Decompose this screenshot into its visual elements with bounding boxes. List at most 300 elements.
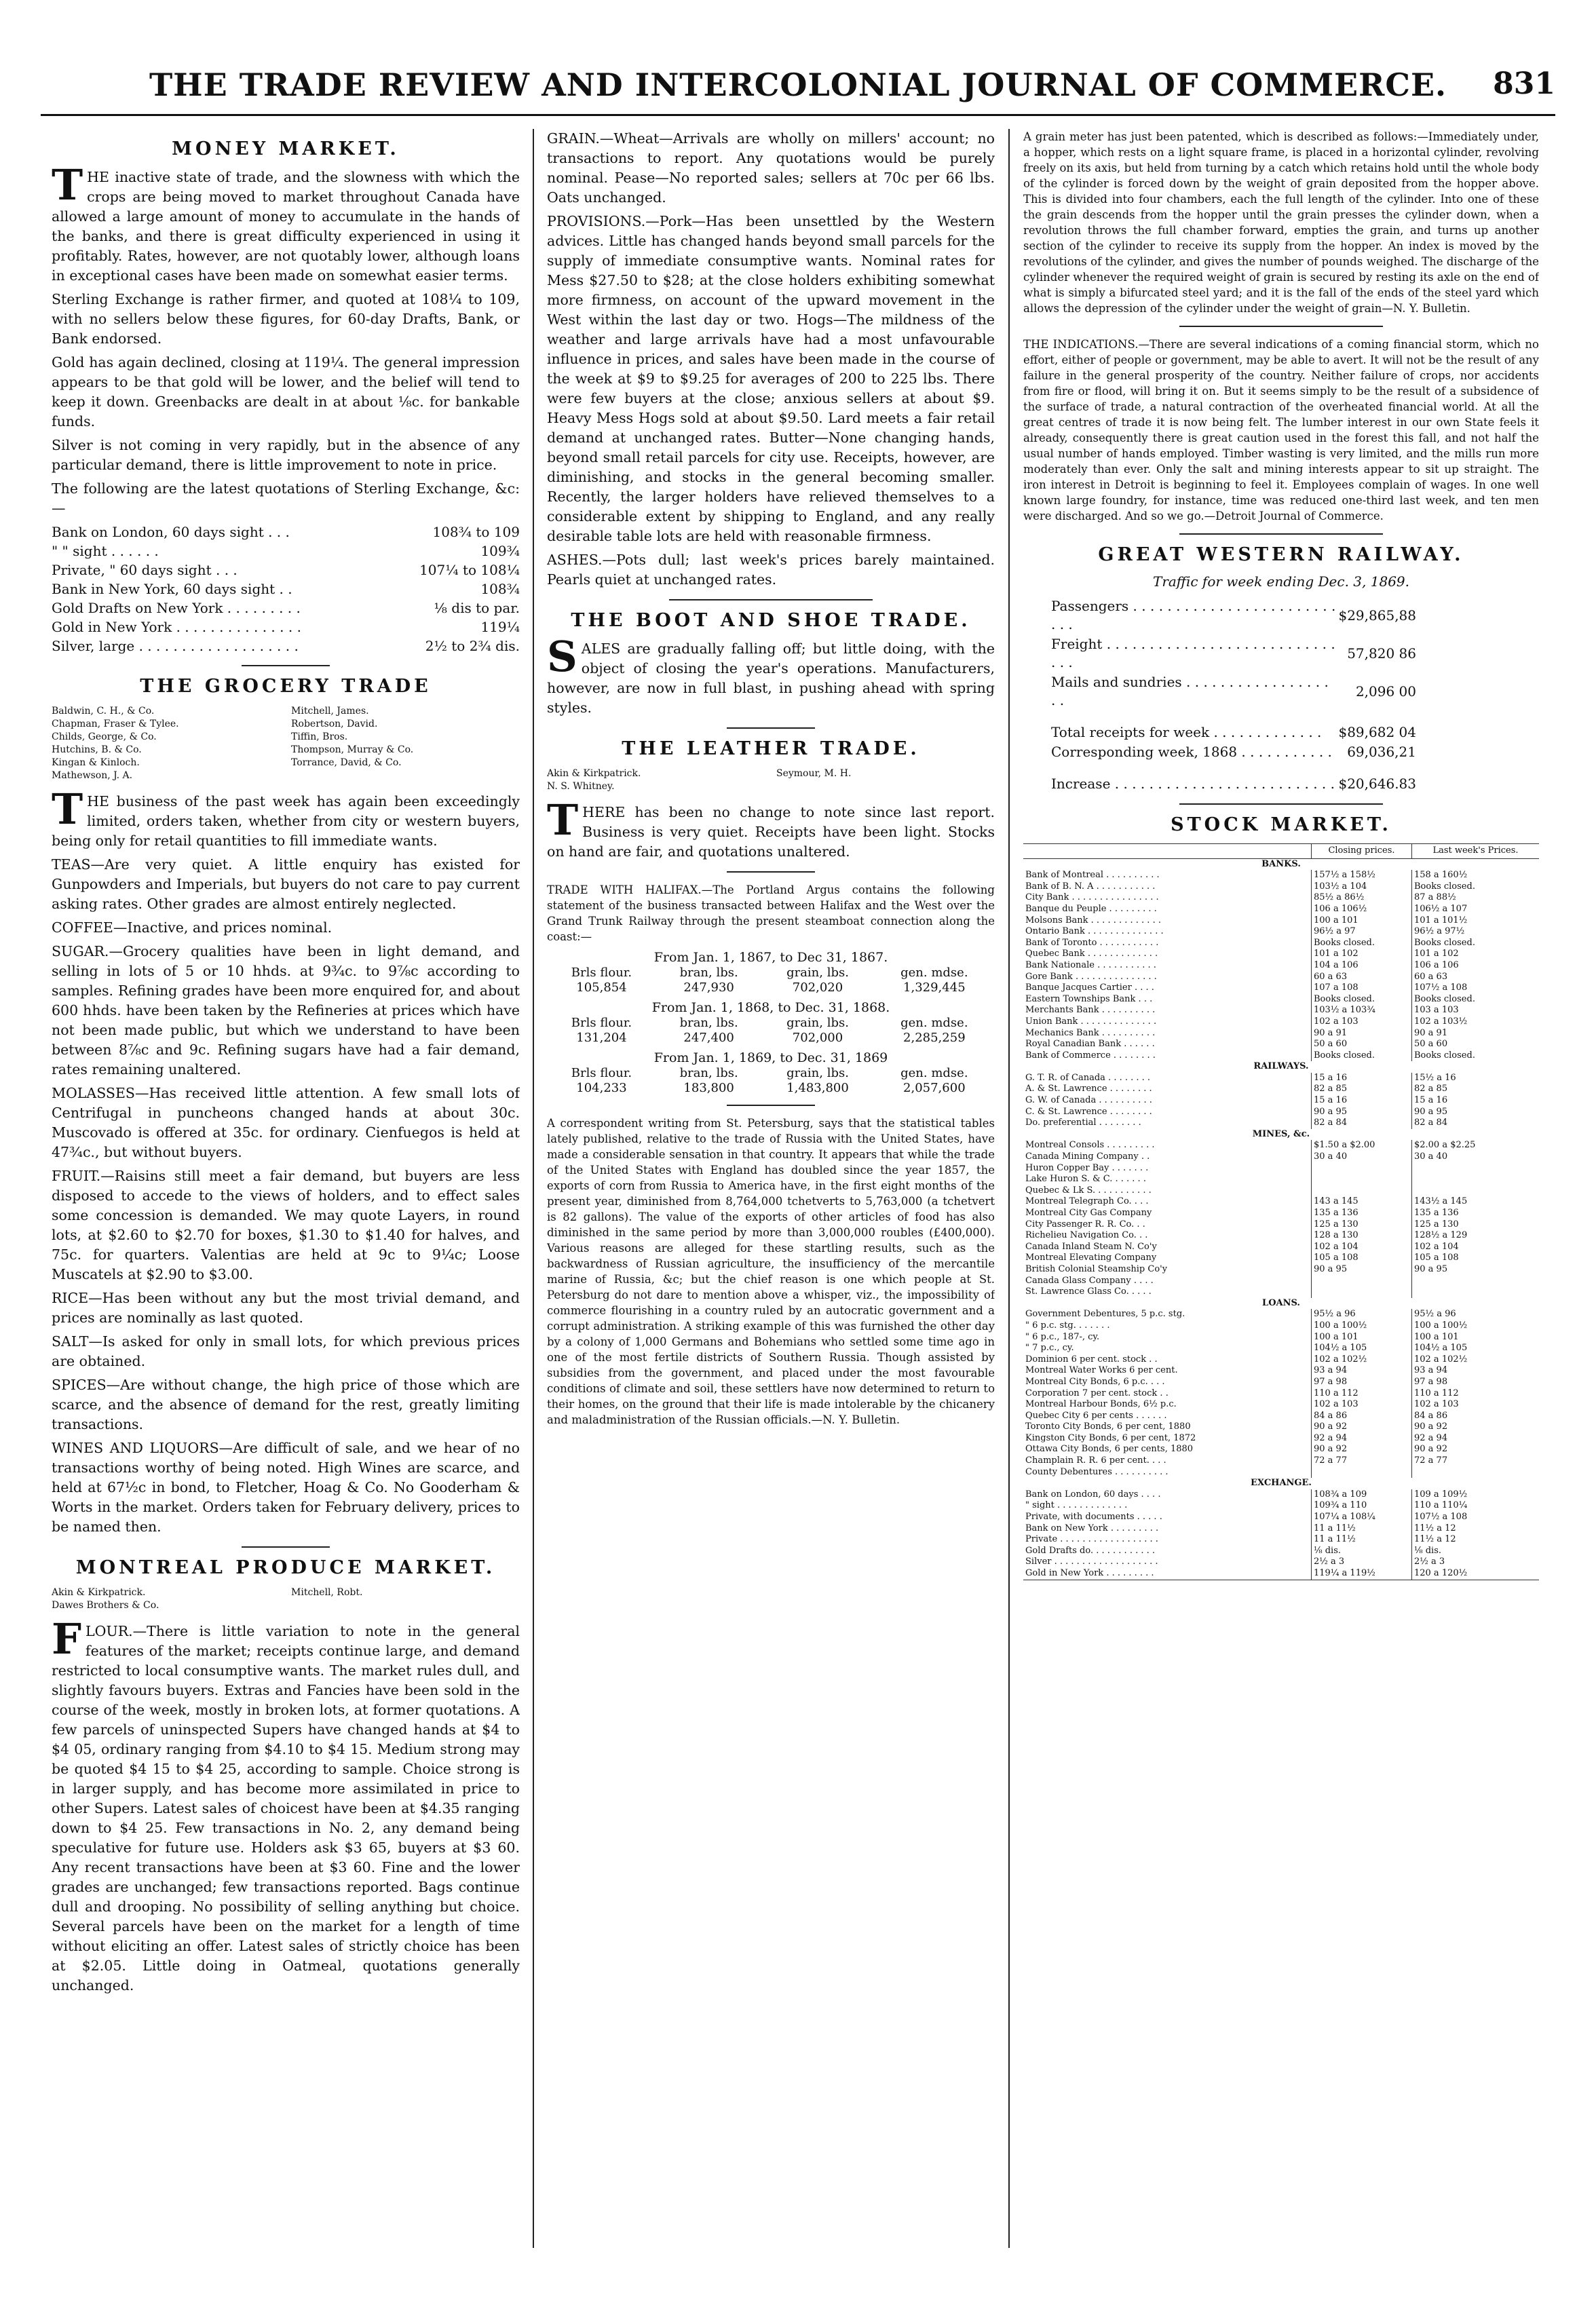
halifax-period-label: From Jan. 1, 1867, to Dec 31, 1867. [653, 950, 888, 965]
stock-table-body [1023, 858, 1539, 1580]
stock-name: St. Lawrence Glass Co. . . . . [1025, 1286, 1152, 1297]
stock-last: 100 a 100½ [1411, 1320, 1539, 1332]
quote-label: Gold Drafts on New York . . . . . . . . . [52, 600, 301, 616]
stock-closing: 50 a 60 [1312, 1039, 1412, 1050]
stock-header-closing: Closing prices. [1312, 844, 1412, 858]
quote-label: Gold in New York . . . . . . . . . . . . . . . [52, 619, 301, 635]
grocery-paragraph: WINES AND LIQUORS—Are difficult of sale, and we hear of no transactions worthy of being noted. High Wines are scarce, and held at 67½c in bond, to Fletcher, Hoag & Co. No Gooderham & Worts in the market. Orders taken for February delivery, prices to be named then. [52, 1440, 520, 1535]
traffic-value: $89,682 04 [1338, 724, 1416, 740]
stock-name: Private, with documents . . . . . [1025, 1512, 1162, 1523]
firm-name: Mitchell, Robt. [291, 1587, 363, 1598]
traffic-label: Increase . . . . . . . . . . . . . . . . . . . . . . . . . . [1051, 776, 1335, 792]
halifax-intro: TRADE WITH HALIFAX.—The Portland Argus contains the following statement of the business transacted between Halifax and the West over the Grand Trunk Railway through the present steamboat connection along the coast:— [547, 883, 995, 943]
stock-row [1023, 1399, 1539, 1411]
stock-name: British Colonial Steamship Co'y [1025, 1263, 1168, 1274]
traffic-label: Mails and sundries . . . . . . . . . . . . . . . . . . . [1051, 674, 1329, 708]
stock-name: Government Debentures, 5 p.c. stg. [1025, 1309, 1185, 1320]
stock-row [1023, 1185, 1539, 1197]
halifax-values-row [547, 1081, 995, 1095]
stock-last: 135 a 136 [1411, 1208, 1539, 1219]
stock-last: 107½ a 108 [1411, 982, 1539, 994]
stock-closing: 109¾ a 110 [1312, 1500, 1412, 1512]
stock-row [1023, 994, 1539, 1006]
stock-section-title: RAILWAYS. [1253, 1061, 1309, 1072]
stock-last: 102 a 103 [1411, 1399, 1539, 1411]
money-market-paragraph: Gold has again declined, closing at 119¼. The general impression appears to be that gold will be lower, and the belief will tend to keep it down. Greenbacks are dealt in at about ⅛c. for bankable funds. [52, 354, 520, 430]
stock-row [1023, 1534, 1539, 1546]
stock-name: C. & St. Lawrence . . . . . . . . [1025, 1106, 1152, 1117]
stock-row [1023, 904, 1539, 915]
money-market-paragraph: Sterling Exchange is rather firmer, and quoted at 108¼ to 109, with no sellers below these figures, for 60-day Drafts, Bank, or Bank endorsed. [52, 291, 520, 347]
stock-row [1023, 1421, 1539, 1433]
halifax-value: 702,020 [792, 980, 843, 995]
stock-closing: 102 a 104 [1312, 1242, 1412, 1253]
stock-row [1023, 1095, 1539, 1107]
stock-last: 93 a 94 [1411, 1365, 1539, 1377]
stock-closing: 104 a 106 [1312, 960, 1412, 972]
stock-last: 109 a 109½ [1411, 1489, 1539, 1501]
firm-name: Akin & Kirkpatrick. [52, 1587, 146, 1598]
quote-label: Private, " 60 days sight . . . [52, 562, 238, 578]
stock-name: Mechanics Bank . . . . . . . . . . [1025, 1027, 1156, 1038]
halifax-value: 1,329,445 [903, 980, 966, 995]
stock-header-row [1023, 844, 1539, 858]
stock-market-heading: STOCK MARKET. [1171, 814, 1392, 835]
stock-row [1023, 1467, 1539, 1478]
stock-row [1023, 1523, 1539, 1535]
stock-closing [1312, 1467, 1412, 1478]
section-separator [242, 665, 330, 666]
grain-meter-paragraph: A grain meter has just been patented, which is described as follows:—Immediately under, a hopper, which rests on a light square frame, is placed in a horizontal cylinder, revolving freely on its axis, but held from turning by a catch which retains hold until the whole body of the cylinder is forced down by the weight of grain deposited from the hopper above. This is divided into four chambers, each the full length of the cylinder. Into one of these the grain descends from the hopper until the grain presses the cylinder down, when a revolution throws the full chamber forward, empties the grain, and turns up another section of the cylinder to receive its supply from the hopper. An index is moved by the revolutions of the cylinder, and gives the number of pounds weighed. The discharge of the cylinder whenever the required weight of grain is secured by resting its axle on the end of what is simply a bifurcated steel yard; and it is the fall of the ends of the steel yard which allows the depression of the cylinder under the weight of grain—N. Y. Bulletin. [1023, 130, 1539, 315]
stock-closing: 90 a 95 [1312, 1264, 1412, 1276]
stock-name: Merchants Bank . . . . . . . . . . [1025, 1005, 1156, 1016]
stock-closing: 85½ a 86½ [1312, 892, 1412, 904]
halifax-header-row [547, 1065, 995, 1081]
produce-paragraph: GRAIN.—Wheat—Arrivals are wholly on millers' account; no transactions to report. Any quotations would be purely nominal. Pease—No reported sales; sellers at 70c per 66 lbs. Oats unchanged. [547, 130, 995, 206]
stock-closing: 125 a 130 [1312, 1219, 1412, 1231]
stock-header-last: Last week's Prices. [1411, 844, 1539, 858]
stock-closing: 101 a 102 [1312, 949, 1412, 960]
grocery-paragraph: SALT—Is asked for only in small lots, for which previous prices are obtained. [52, 1333, 520, 1369]
column-divider [1008, 129, 1010, 2248]
firm-name: Mitchell, James. [291, 706, 369, 717]
stock-row [1023, 1332, 1539, 1343]
column-left [52, 129, 520, 2268]
stock-row [1023, 1354, 1539, 1366]
stock-name: Private . . . . . . . . . . . . . . . . . . [1025, 1534, 1158, 1545]
stock-last: Books closed. [1411, 1050, 1539, 1062]
stock-section-row [1023, 1298, 1539, 1310]
money-market-heading: MONEY MARKET. [172, 138, 400, 159]
stock-closing: 102 a 102½ [1312, 1354, 1412, 1366]
stock-last: $2.00 a $2.25 [1411, 1140, 1539, 1151]
quote-row [52, 636, 520, 655]
stock-name: County Debentures . . . . . . . . . . [1025, 1466, 1168, 1477]
stock-closing: 97 a 98 [1312, 1377, 1412, 1388]
stock-row [1023, 1411, 1539, 1422]
stock-last [1411, 1163, 1539, 1175]
stock-last: 106 a 106 [1411, 960, 1539, 972]
stock-header-name [1023, 844, 1312, 858]
stock-name: Canada Glass Company . . . . [1025, 1275, 1154, 1286]
stock-row [1023, 960, 1539, 972]
stock-row [1023, 1286, 1539, 1298]
stock-last: 11½ a 12 [1411, 1523, 1539, 1535]
stock-name: " 7 p.c., cy. [1025, 1343, 1074, 1354]
stock-closing: 90 a 92 [1312, 1444, 1412, 1455]
firm-name: Baldwin, C. H., & Co. [52, 706, 155, 717]
stock-name: Dominion 6 per cent. stock . . [1025, 1354, 1158, 1365]
section-separator [669, 599, 873, 600]
stock-row [1023, 972, 1539, 983]
quote-row [52, 560, 520, 579]
stock-closing: ⅛ dis. [1312, 1546, 1412, 1557]
stock-name: Corporation 7 per cent. stock . . [1025, 1388, 1168, 1398]
stock-last: 106½ a 107 [1411, 904, 1539, 915]
grocery-paragraph: THE business of the past week has again been exceedingly limited, orders taken, whether from city or western buyers, being only for retail quantities to fill immediate wants. [52, 784, 520, 849]
russia-paragraph: A correspondent writing from St. Petersburg, says that the statistical tables lately published, relative to the trade of Russia with the United States, have made a considerable sensation in that country. It appears that while the trade of the United States with England has doubled since the year 1857, the exports of corn from Russia to America have, in the first eight months of the present year, diminished from 8,764,000 tchetverts to 5,763,000 (a tchetvert is 82 gallons). The value of the exports of other articles of food has also diminished in the same period by more than 3,000,000 roubles (£400,000). Various reasons are alleged for these startling results, such as the backwardness of Russian agriculture, the insufficiency of the mercantile marine of Russia, &c; but the chief reason is one which people at St. Petersburg do not dare to mention above a whisper, viz., the impossibility of commerce flourishing in a country ruled by an autocratic government and a corrupt administration. A striking example of this was furnished the other day by a colony of 1,000 Germans and Bohemians who settled some time ago in one of the most fertile districts of Southern Russia. Though assisted by subsidies from the government, and placed under the most favourable conditions of climate and soil, these settlers have now determined to return to their homes, on the ground that their life is made intolerable by the chicanery and maladministration of the Russian officials.—N. Y. Bulletin. [547, 1117, 995, 1426]
stock-closing: 107¼ a 108¼ [1312, 1512, 1412, 1523]
quote-value: 108¾ to 109 [432, 524, 520, 540]
stock-closing: 11 a 11½ [1312, 1534, 1412, 1546]
page-number: 831 [1493, 66, 1555, 101]
grocery-firms [52, 705, 520, 782]
traffic-label: Corresponding week, 1868 . . . . . . . . . . . [1051, 744, 1332, 760]
stock-closing: 90 a 95 [1312, 1107, 1412, 1118]
produce-paragraph: FLOUR.—There is little variation to note in the general features of the market; receipts continue large, and demand restricted to local consumptive wants. The market rules dull, and slightly favours buyers. Extras and Fancies have been sold in the course of the week, mostly in broken lots, at former quotations. A few parcels of uninspected Supers have changed hands at $4 to $4 05, ordinary ranging from $4.10 to $4 15. Medium strong may be quoted $4 15 to $4 25, according to sample. Choice strong is in larger supply, and has become more assimilated in price to other Supers. Latest sales of choicest have been at $4.35 ranging down to $4 25. Few transactions in No. 2, any demand being speculative for future use. Holders ask $3 65, buyers at $3 60. Any recent transactions have been at $3 60. Fine and the lower grades are unchanged; few transactions reported. Bags continue dull and drooping. No possibility of selling anything but choice. Several parcels have been on the market for a length of time without eliciting an offer. Latest sales of strictly choice has been at $2.05. Little doing in Oatmeal, quotations generally unchanged. [52, 1614, 520, 1993]
stock-row [1023, 1276, 1539, 1287]
stock-name: Canada Inland Steam N. Co'y [1025, 1241, 1157, 1252]
money-market-paragraph: The following are the latest quotations of Sterling Exchange, &c:— [52, 480, 520, 516]
stock-row [1023, 1196, 1539, 1208]
stock-last: 92 a 94 [1411, 1433, 1539, 1445]
stock-name: " 6 p.c. stg. . . . . . . [1025, 1320, 1110, 1331]
stock-last: Books closed. [1411, 938, 1539, 949]
stock-row [1023, 1039, 1539, 1050]
stock-closing: 110 a 112 [1312, 1388, 1412, 1400]
firm-name: Mathewson, J. A. [52, 770, 133, 781]
quote-value: 108¾ [480, 581, 520, 597]
stock-name: Bank of Montreal . . . . . . . . . . [1025, 870, 1160, 881]
stock-name: Montreal Elevating Company [1025, 1253, 1157, 1263]
halifax-col: gen. mdse. [900, 966, 968, 980]
stock-closing: 102 a 103 [1312, 1016, 1412, 1028]
grocery-paragraph: TEAS—Are very quiet. A little enquiry has existed for Gunpowders and Imperials, but buyers do not care to pay current asking rates. Other grades are almost entirely neglected. [52, 856, 520, 912]
firm-name: Thompson, Murray & Co. [291, 744, 414, 755]
stock-row [1023, 1568, 1539, 1580]
stock-last: 15½ a 16 [1411, 1073, 1539, 1084]
halifax-values-row [547, 980, 995, 995]
section-separator [1179, 803, 1383, 805]
traffic-total-row [1050, 742, 1417, 762]
stock-row [1023, 938, 1539, 949]
stock-closing: 84 a 86 [1312, 1411, 1412, 1422]
grocery-paragraph: COFFEE—Inactive, and prices nominal. [52, 919, 332, 936]
firm-name: Dawes Brothers & Co. [52, 1600, 159, 1611]
stock-closing: 135 a 136 [1312, 1208, 1412, 1219]
traffic-total-row [1050, 723, 1417, 742]
halifax-period-label: From Jan. 1, 1869, to Dec. 31, 1869 [653, 1050, 888, 1065]
journal-title: THE TRADE REVIEW AND INTERCOLONIAL JOURNAL OF COMMERCE. [149, 66, 1447, 103]
stock-closing: 2½ a 3 [1312, 1557, 1412, 1568]
stock-last: 125 a 130 [1411, 1219, 1539, 1231]
stock-last: 60 a 63 [1411, 972, 1539, 983]
stock-row [1023, 1343, 1539, 1354]
stock-name: Gold in New York . . . . . . . . . [1025, 1568, 1154, 1578]
stock-row [1023, 1028, 1539, 1039]
stock-closing: 96½ a 97 [1312, 926, 1412, 938]
halifax-value: 2,285,259 [903, 1031, 966, 1045]
stock-closing: Books closed. [1312, 994, 1412, 1006]
stock-name: City Passenger R. R. Co. . . [1025, 1219, 1145, 1229]
stock-last: ⅛ dis. [1411, 1546, 1539, 1557]
boot-heading: THE BOOT AND SHOE TRADE. [571, 610, 971, 631]
stock-section-title: EXCHANGE. [1251, 1478, 1312, 1489]
stock-last: 128½ a 129 [1411, 1230, 1539, 1242]
stock-name: City Bank . . . . . . . . . . . . . . . . [1025, 892, 1159, 903]
halifax-header-row [547, 965, 995, 980]
halifax-value: 131,204 [576, 1031, 627, 1045]
quote-value: ⅛ dis to par. [434, 600, 520, 616]
stock-name: Gore Bank . . . . . . . . . . . . . . . [1025, 971, 1157, 982]
stock-last: 110 a 110¼ [1411, 1500, 1539, 1512]
stock-row [1023, 1546, 1539, 1557]
stock-row [1023, 892, 1539, 904]
page-header [41, 54, 1555, 136]
stock-closing: 95½ a 96 [1312, 1309, 1412, 1320]
stock-closing: 90 a 92 [1312, 1421, 1412, 1433]
traffic-row [1050, 672, 1417, 710]
produce-heading: MONTREAL PRODUCE MARKET. [75, 1557, 496, 1578]
halifax-col: Brls flour. [571, 966, 632, 980]
stock-row [1023, 1084, 1539, 1095]
stock-last: 72 a 77 [1411, 1455, 1539, 1467]
stock-last: 82 a 85 [1411, 1084, 1539, 1095]
stock-name: Canada Mining Company . . [1025, 1151, 1150, 1162]
stock-row [1023, 1320, 1539, 1332]
halifax-value: 247,930 [683, 980, 734, 995]
stock-closing [1312, 1185, 1412, 1197]
stock-name: Montreal Consols . . . . . . . . . [1025, 1140, 1155, 1151]
stock-name: Champlain R. R. 6 per cent. . . . [1025, 1455, 1166, 1466]
traffic-value: 69,036,21 [1347, 744, 1416, 760]
section-separator [727, 871, 815, 873]
stock-name: Montreal Harbour Bonds, 6½ p.c. [1025, 1399, 1177, 1410]
stock-row [1023, 1140, 1539, 1151]
stock-name: Montreal City Gas Company [1025, 1208, 1152, 1218]
stock-name: Kingston City Bonds, 6 per cent, 1872 [1025, 1432, 1196, 1443]
stock-row [1023, 881, 1539, 893]
traffic-label: Freight . . . . . . . . . . . . . . . . . . . . . . . . . . . . . . [1051, 636, 1335, 670]
great-western-heading: GREAT WESTERN RAILWAY. [1098, 544, 1464, 565]
halifax-table [547, 1015, 995, 1045]
stock-closing: 104½ a 105 [1312, 1343, 1412, 1354]
produce-paragraph: ASHES.—Pots dull; last week's prices barely maintained. Pearls quiet at unchanged rates. [547, 552, 995, 588]
stock-last: 50 a 60 [1411, 1039, 1539, 1050]
stock-last: 96½ a 97½ [1411, 926, 1539, 938]
quote-label: Silver, large . . . . . . . . . . . . . . . . . . . [52, 638, 299, 654]
stock-row [1023, 1174, 1539, 1185]
stock-row [1023, 949, 1539, 960]
quote-label: Bank on London, 60 days sight . . . [52, 524, 290, 540]
stock-row [1023, 870, 1539, 881]
stock-last: 90 a 92 [1411, 1444, 1539, 1455]
stock-row [1023, 1309, 1539, 1320]
stock-name: Royal Canadian Bank . . . . . . [1025, 1039, 1155, 1050]
stock-closing: 92 a 94 [1312, 1433, 1412, 1445]
traffic-value: $29,865,88 [1338, 607, 1416, 624]
stock-section-row [1023, 1478, 1539, 1489]
stock-last [1411, 1185, 1539, 1197]
header-rule [41, 114, 1555, 116]
stock-name: Bank on New York . . . . . . . . . [1025, 1523, 1159, 1533]
halifax-value: 104,233 [576, 1081, 627, 1095]
stock-name: Bank Nationale . . . . . . . . . . . [1025, 959, 1156, 970]
quote-value: 2½ to 2¾ dis. [425, 638, 520, 654]
produce-firms [52, 1586, 520, 1612]
stock-row [1023, 1365, 1539, 1377]
stock-row [1023, 1050, 1539, 1062]
stock-table [1023, 844, 1539, 1580]
halifax-header-row [547, 1015, 995, 1031]
stock-last: 97 a 98 [1411, 1377, 1539, 1388]
traffic-increase-row [1050, 774, 1417, 794]
section-separator [727, 1105, 815, 1106]
stock-last: 15 a 16 [1411, 1095, 1539, 1107]
stock-last: 107½ a 108 [1411, 1512, 1539, 1523]
stock-name: Toronto City Bonds, 6 per cent, 1880 [1025, 1421, 1191, 1432]
firm-name: Robertson, David. [291, 719, 378, 729]
traffic-value: 57,820 86 [1347, 645, 1416, 662]
stock-section-title: MINES, &c. [1252, 1128, 1310, 1139]
stock-last: 30 a 40 [1411, 1151, 1539, 1163]
stock-row [1023, 1016, 1539, 1028]
halifax-col: bran, lbs. [679, 966, 738, 980]
column-divider [533, 129, 534, 2248]
stock-closing: 107 a 108 [1312, 982, 1412, 994]
halifax-table [547, 965, 995, 995]
leather-heading: THE LEATHER TRADE. [622, 738, 920, 759]
halifax-col: Brls flour. [571, 1066, 632, 1080]
stock-row [1023, 1253, 1539, 1264]
stock-closing: 157½ a 158½ [1312, 870, 1412, 881]
section-separator [1179, 533, 1383, 535]
section-separator [727, 727, 815, 729]
stock-name: Silver . . . . . . . . . . . . . . . . . . . [1025, 1557, 1158, 1567]
great-western-subtitle: Traffic for week ending Dec. 3, 1869. [1152, 573, 1410, 590]
stock-last: 103 a 103 [1411, 1005, 1539, 1016]
stock-row [1023, 1219, 1539, 1231]
halifax-value: 1,483,800 [786, 1081, 849, 1095]
stock-row [1023, 915, 1539, 927]
stock-row [1023, 1208, 1539, 1219]
stock-name: Quebec Bank . . . . . . . . . . . . . [1025, 949, 1158, 959]
quote-row [52, 579, 520, 598]
section-separator [1179, 326, 1383, 327]
stock-last [1411, 1276, 1539, 1287]
stock-name: G. T. R. of Canada . . . . . . . . [1025, 1072, 1151, 1083]
stock-closing: 143 a 145 [1312, 1196, 1412, 1208]
halifax-value: 105,854 [576, 980, 627, 995]
stock-section-row [1023, 858, 1539, 870]
stock-last: 2½ a 3 [1411, 1557, 1539, 1568]
stock-closing: 15 a 16 [1312, 1073, 1412, 1084]
stock-row [1023, 1512, 1539, 1523]
quote-row [52, 541, 520, 560]
grocery-paragraph: MOLASSES—Has received little attention. A few small lots of Centrifugal in puncheons changed hands at about 30c. Muscovado is offered at 35c. for ordinary. Cienfuegos is held at 47¾c., but without buyers. [52, 1085, 520, 1160]
stock-row [1023, 1151, 1539, 1163]
stock-name: Ontario Bank . . . . . . . . . . . . . . [1025, 926, 1164, 937]
stock-closing: 30 a 40 [1312, 1151, 1412, 1163]
stock-closing: 72 a 77 [1312, 1455, 1412, 1467]
halifax-period [547, 950, 995, 995]
money-market-paragraph: Silver is not coming in very rapidly, but in the absence of any particular demand, there is little improvement to note in price. [52, 437, 520, 473]
stock-last: 84 a 86 [1411, 1411, 1539, 1422]
stock-name: Gold Drafts do. . . . . . . . . . . . [1025, 1545, 1156, 1556]
stock-closing: 15 a 16 [1312, 1095, 1412, 1107]
halifax-value: 702,000 [792, 1031, 843, 1045]
stock-last: 11½ a 12 [1411, 1534, 1539, 1546]
traffic-label: Total receipts for week . . . . . . . . . . . . . [1051, 724, 1322, 740]
halifax-values-row [547, 1031, 995, 1045]
traffic-label: Passengers . . . . . . . . . . . . . . . . . . . . . . . . . . . [1051, 598, 1336, 632]
stock-row [1023, 1500, 1539, 1512]
stock-last: 143½ a 145 [1411, 1196, 1539, 1208]
stock-name: Montreal City Bonds, 6 p.c. . . . [1025, 1376, 1165, 1387]
section-separator [242, 1546, 330, 1548]
stock-name: Quebec & Lk S. . . . . . . . . . . [1025, 1185, 1152, 1196]
stock-section-row [1023, 1129, 1539, 1141]
stock-closing: 103½ a 104 [1312, 881, 1412, 893]
halifax-col: grain, lbs. [786, 1066, 849, 1080]
stock-name: Bank on London, 60 days . . . . [1025, 1489, 1161, 1500]
traffic-table [1050, 596, 1417, 794]
stock-row [1023, 1557, 1539, 1568]
stock-last: 101 a 102 [1411, 949, 1539, 960]
traffic-value: $20,646.83 [1338, 776, 1416, 792]
quote-value: 109¾ [480, 543, 520, 559]
stock-closing: 90 a 91 [1312, 1028, 1412, 1039]
stock-last: 87 a 88½ [1411, 892, 1539, 904]
quote-row [52, 522, 520, 541]
halifax-value: 2,057,600 [903, 1081, 966, 1095]
firm-name: N. S. Whitney. [547, 781, 615, 792]
stock-row [1023, 1489, 1539, 1501]
stock-last: 101 a 101½ [1411, 915, 1539, 927]
stock-closing: 119¼ a 119½ [1312, 1568, 1412, 1580]
grocery-paragraph: FRUIT.—Raisins still meet a fair demand, but buyers are less disposed to accede to the views of holders, and to effect sales some concession is demanded. We may quote Layers, in round lots, at $2.60 to $2.70 for boxes, $1.30 to $1.40 for halves, and 75c. for quarters. Valentias are held at 9c to 9¼c; Loose Muscatels at $2.90 to $3.00. [52, 1168, 520, 1282]
stock-last: 82 a 84 [1411, 1118, 1539, 1129]
stock-name: Montreal Telegraph Co. . . . [1025, 1196, 1149, 1207]
halifax-col: gen. mdse. [900, 1066, 968, 1080]
halifax-table [547, 1065, 995, 1095]
stock-name: " sight . . . . . . . . . . . . . [1025, 1500, 1128, 1511]
stock-name: Bank of B. N. A . . . . . . . . . . . [1025, 881, 1156, 892]
halifax-col: Brls flour. [571, 1016, 632, 1030]
stock-last [1411, 1174, 1539, 1185]
halifax-period [547, 1050, 995, 1095]
leather-firms [547, 767, 995, 793]
stock-row [1023, 1433, 1539, 1445]
stock-row [1023, 982, 1539, 994]
stock-closing: 82 a 85 [1312, 1084, 1412, 1095]
stock-row [1023, 1005, 1539, 1016]
traffic-spacer [1050, 762, 1417, 774]
stock-section-row [1023, 1061, 1539, 1073]
stock-closing: Books closed. [1312, 938, 1412, 949]
stock-section-title: LOANS. [1262, 1297, 1300, 1308]
stock-closing: 100 a 100½ [1312, 1320, 1412, 1332]
